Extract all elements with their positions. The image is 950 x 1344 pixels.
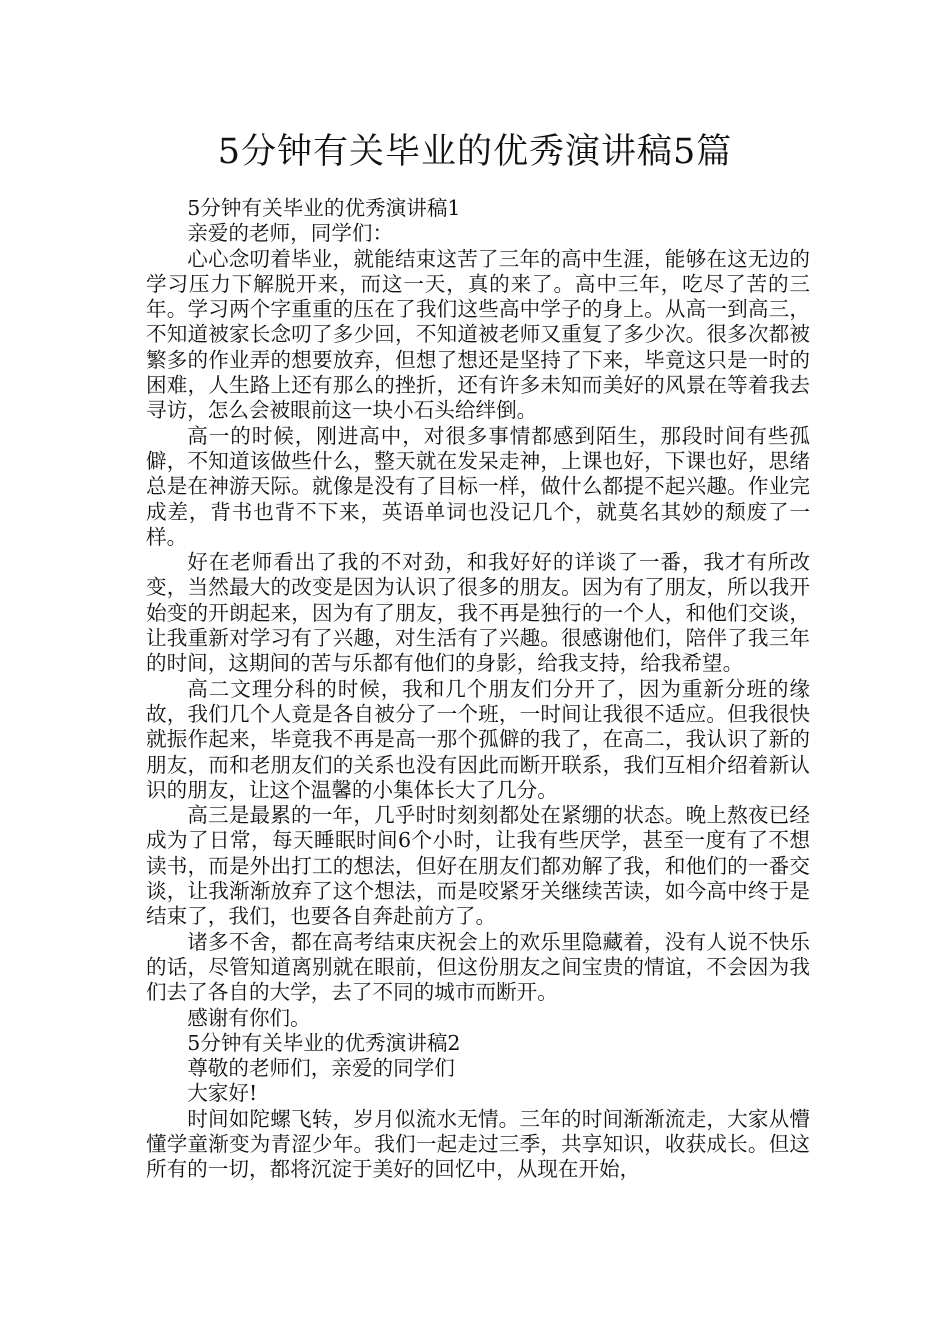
speech-2-salutation: 尊敬的老师们，亲爱的同学们 [187,1056,455,1081]
paragraph: 好在老师看出了我的不对劲，和我好好的详谈了一番，我才有所改变，当然最大的改变是因为认识了很多的朋友。因为有了朋友，所以我开始变的开朗起来，因为有了朋友，我不再是独行的一个人，和他们交谈，让我重新对学习有了兴趣，对生活有了兴趣。很感谢他们，陪伴了我三年的时间，这期间的苦与乐都有他们的身影，给我支持，给我希望。 [146,550,810,676]
paragraph: 诸多不舍，都在高考结束庆祝会上的欢乐里隐藏着，没有人说不快乐的话，尽管知道离别就在眼前，但这份朋友之间宝贵的情谊，不会因为我们去了各自的大学，去了不同的城市而断开。 [146,929,810,1005]
paragraph: 高三是最累的一年，几乎时时刻刻都处在紧绷的状态。晚上熬夜已经成为了日常，每天睡眠时间6个小时，让我有些厌学，甚至一度有了不想读书，而是外出打工的想法，但好在朋友们都劝解了我，和他们的一番交谈，让我渐渐放弃了这个想法，而是咬紧牙关继续苦读，如今高中终于是结束了，我们，也要各自奔赴前方了。 [146,803,810,929]
paragraph: 高二文理分科的时候，我和几个朋友们分开了，因为重新分班的缘故，我们几个人竟是各自被分了一个班，一时间让我很不适应。但我很快就振作起来，毕竟我不再是高一那个孤僻的我了，在高二，我认识了新的朋友，而和老朋友们的关系也没有因此而断开联系，我们互相介绍着新认识的朋友，让这个温馨的小集体长大了几分。 [146,676,810,802]
paragraph: 心心念叨着毕业，就能结束这苦了三年的高中生涯，能够在这无边的学习压力下解脱开来，而这一天，真的来了。高中三年，吃尽了苦的三年。学习两个字重重的压在了我们这些高中学子的身上。从高一到高三，不知道被家长念叨了多少回，不知道被老师又重复了多少次。很多次都被繁多的作业弄的想要放弃，但想了想还是坚持了下来，毕竟这只是一时的困难，人生路上还有那么的挫折，还有许多未知而美好的风景在等着我去寻访，怎么会被眼前这一块小石头给绊倒。 [146,246,810,423]
speech-2-heading: 5分钟有关毕业的优秀演讲稿2 [187,1030,461,1055]
speech-1-closing: 感谢有你们。 [187,1005,311,1030]
paragraph: 高一的时候，刚进高中，对很多事情都感到陌生，那段时间有些孤僻，不知道该做些什么，整天就在发呆走神，上课也好，下课也好，思绪总是在神游天际。就像是没有了目标一样，做什么都提不起兴趣。作业完成差，背书也背不下来，英语单词也没记几个，就莫名其妙的颓废了一样。 [146,423,810,549]
paragraph: 时间如陀螺飞转，岁月似流水无情。三年的时间渐渐流走，大家从懵懂学童渐变为青涩少年。我们一起走过三季，共享知识，收获成长。但这所有的一切，都将沉淀于美好的回忆中，从现在开始， [146,1106,810,1182]
document-title: 5分钟有关毕业的优秀演讲稿5篇 [217,132,733,172]
speech-2-greeting: 大家好! [187,1081,258,1106]
document-body [146,196,810,1183]
speech-1-heading: 5分钟有关毕业的优秀演讲稿1 [187,196,461,220]
speech-1-salutation: 亲爱的老师，同学们： [187,221,394,246]
